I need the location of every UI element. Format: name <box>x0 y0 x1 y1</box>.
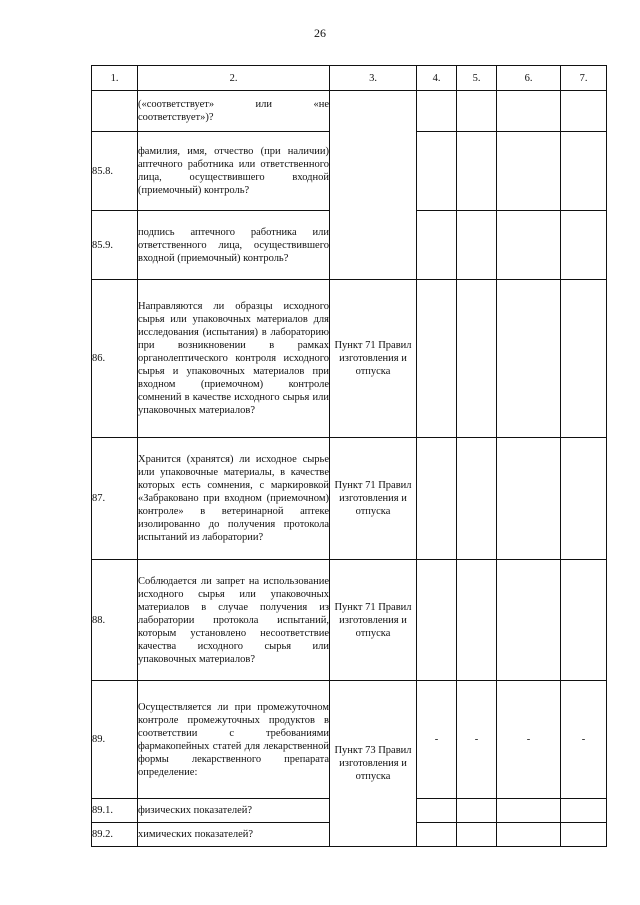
answer-cell <box>417 132 457 211</box>
answer-cell <box>457 132 497 211</box>
answer-cell <box>497 91 561 132</box>
question-cell: Хранится (хранятся) ли исходное сырье или упаковочные материалы, в качестве которых есть сомнения, с маркировкой «Забраковано при входном (приемочном) контроле» в ветеринарной аптеке изолированно до получения протокола испытаний из лаборатории? <box>138 438 330 560</box>
answer-cell <box>497 211 561 280</box>
header-cell: 2. <box>138 66 330 91</box>
answer-cell <box>417 823 457 847</box>
question-cell: фамилия, имя, отчество (при наличии) аптечного работника или ответственного лица, осуществившего входной (приемочный) контроль? <box>138 132 330 211</box>
answer-cell <box>561 132 607 211</box>
item-number: 86. <box>92 280 138 438</box>
table-row <box>92 91 607 132</box>
table-row <box>92 681 607 799</box>
answer-cell <box>561 823 607 847</box>
answer-cell <box>561 91 607 132</box>
reference-cell: Пункт 71 Правил изготовления и отпуска <box>330 438 417 560</box>
item-number: 85.9. <box>92 211 138 280</box>
question-cell: Соблюдается ли запрет на использование исходного сырья или упаковочных материалов в случае получения из лаборатории протокола испытаний, которым установлено несоответствие качества исходного сырья или упаковочных материалов? <box>138 560 330 681</box>
answer-cell-dash: - <box>457 681 497 799</box>
header-cell: 6. <box>497 66 561 91</box>
answer-cell <box>497 438 561 560</box>
answer-cell <box>497 823 561 847</box>
question-cell: («соответствует» или «не соответствует»)? <box>138 91 330 132</box>
answer-cell-dash: - <box>417 681 457 799</box>
question-cell: подпись аптечного работника или ответственного лица, осуществившего входной (приемочный) контроль? <box>138 211 330 280</box>
question-cell: Направляются ли образцы исходного сырья или упаковочных материалов для исследования (испытания) в лабораторию при возникновении в рамках органолептического контроля исходного сырья и упаковочных материалов при входном (приемочном) контроле сомнений в качестве исходного сырья или упаковочных материалов? <box>138 280 330 438</box>
header-cell: 7. <box>561 66 607 91</box>
answer-cell <box>457 211 497 280</box>
answer-cell <box>497 132 561 211</box>
reference-cell: Пункт 71 Правил изготовления и отпуска <box>330 560 417 681</box>
question-cell: Осуществляется ли при промежуточном контроле промежуточных продуктов в соответствии с требованиями фармакопейных статей для лекарственной формы лекарственного препарата определение: <box>138 681 330 799</box>
answer-cell <box>417 91 457 132</box>
answer-cell <box>457 438 497 560</box>
table-header-row <box>92 66 607 91</box>
answer-cell <box>497 280 561 438</box>
answer-cell <box>561 560 607 681</box>
reference-cell: Пункт 73 Правил изготовления и отпуска <box>330 681 417 847</box>
answer-cell <box>561 280 607 438</box>
answer-cell-dash: - <box>497 681 561 799</box>
table-row <box>92 560 607 681</box>
answer-cell <box>497 560 561 681</box>
item-number: 89.2. <box>92 823 138 847</box>
answer-cell <box>417 560 457 681</box>
answer-cell <box>417 211 457 280</box>
header-cell: 4. <box>417 66 457 91</box>
answer-cell <box>561 211 607 280</box>
item-number: 87. <box>92 438 138 560</box>
item-number: 89.1. <box>92 799 138 823</box>
table-row <box>92 280 607 438</box>
item-number: 88. <box>92 560 138 681</box>
item-number: 85.8. <box>92 132 138 211</box>
answer-cell <box>457 91 497 132</box>
answer-cell <box>457 823 497 847</box>
header-cell: 5. <box>457 66 497 91</box>
header-cell: 3. <box>330 66 417 91</box>
reference-cell: Пункт 71 Правил изготовления и отпуска <box>330 280 417 438</box>
answer-cell <box>417 438 457 560</box>
answer-cell <box>497 799 561 823</box>
item-number: 89. <box>92 681 138 799</box>
answer-cell <box>417 280 457 438</box>
reference-cell-empty <box>330 91 417 280</box>
answer-cell <box>457 799 497 823</box>
header-cell: 1. <box>92 66 138 91</box>
table-row <box>92 438 607 560</box>
answer-cell-dash: - <box>561 681 607 799</box>
item-number <box>92 91 138 132</box>
question-cell: физических показателей? <box>138 799 330 823</box>
answer-cell <box>417 799 457 823</box>
answer-cell <box>561 438 607 560</box>
page-number: 26 <box>314 26 326 40</box>
question-cell: химических показателей? <box>138 823 330 847</box>
checklist-table <box>91 65 607 847</box>
answer-cell <box>457 560 497 681</box>
answer-cell <box>457 280 497 438</box>
answer-cell <box>561 799 607 823</box>
